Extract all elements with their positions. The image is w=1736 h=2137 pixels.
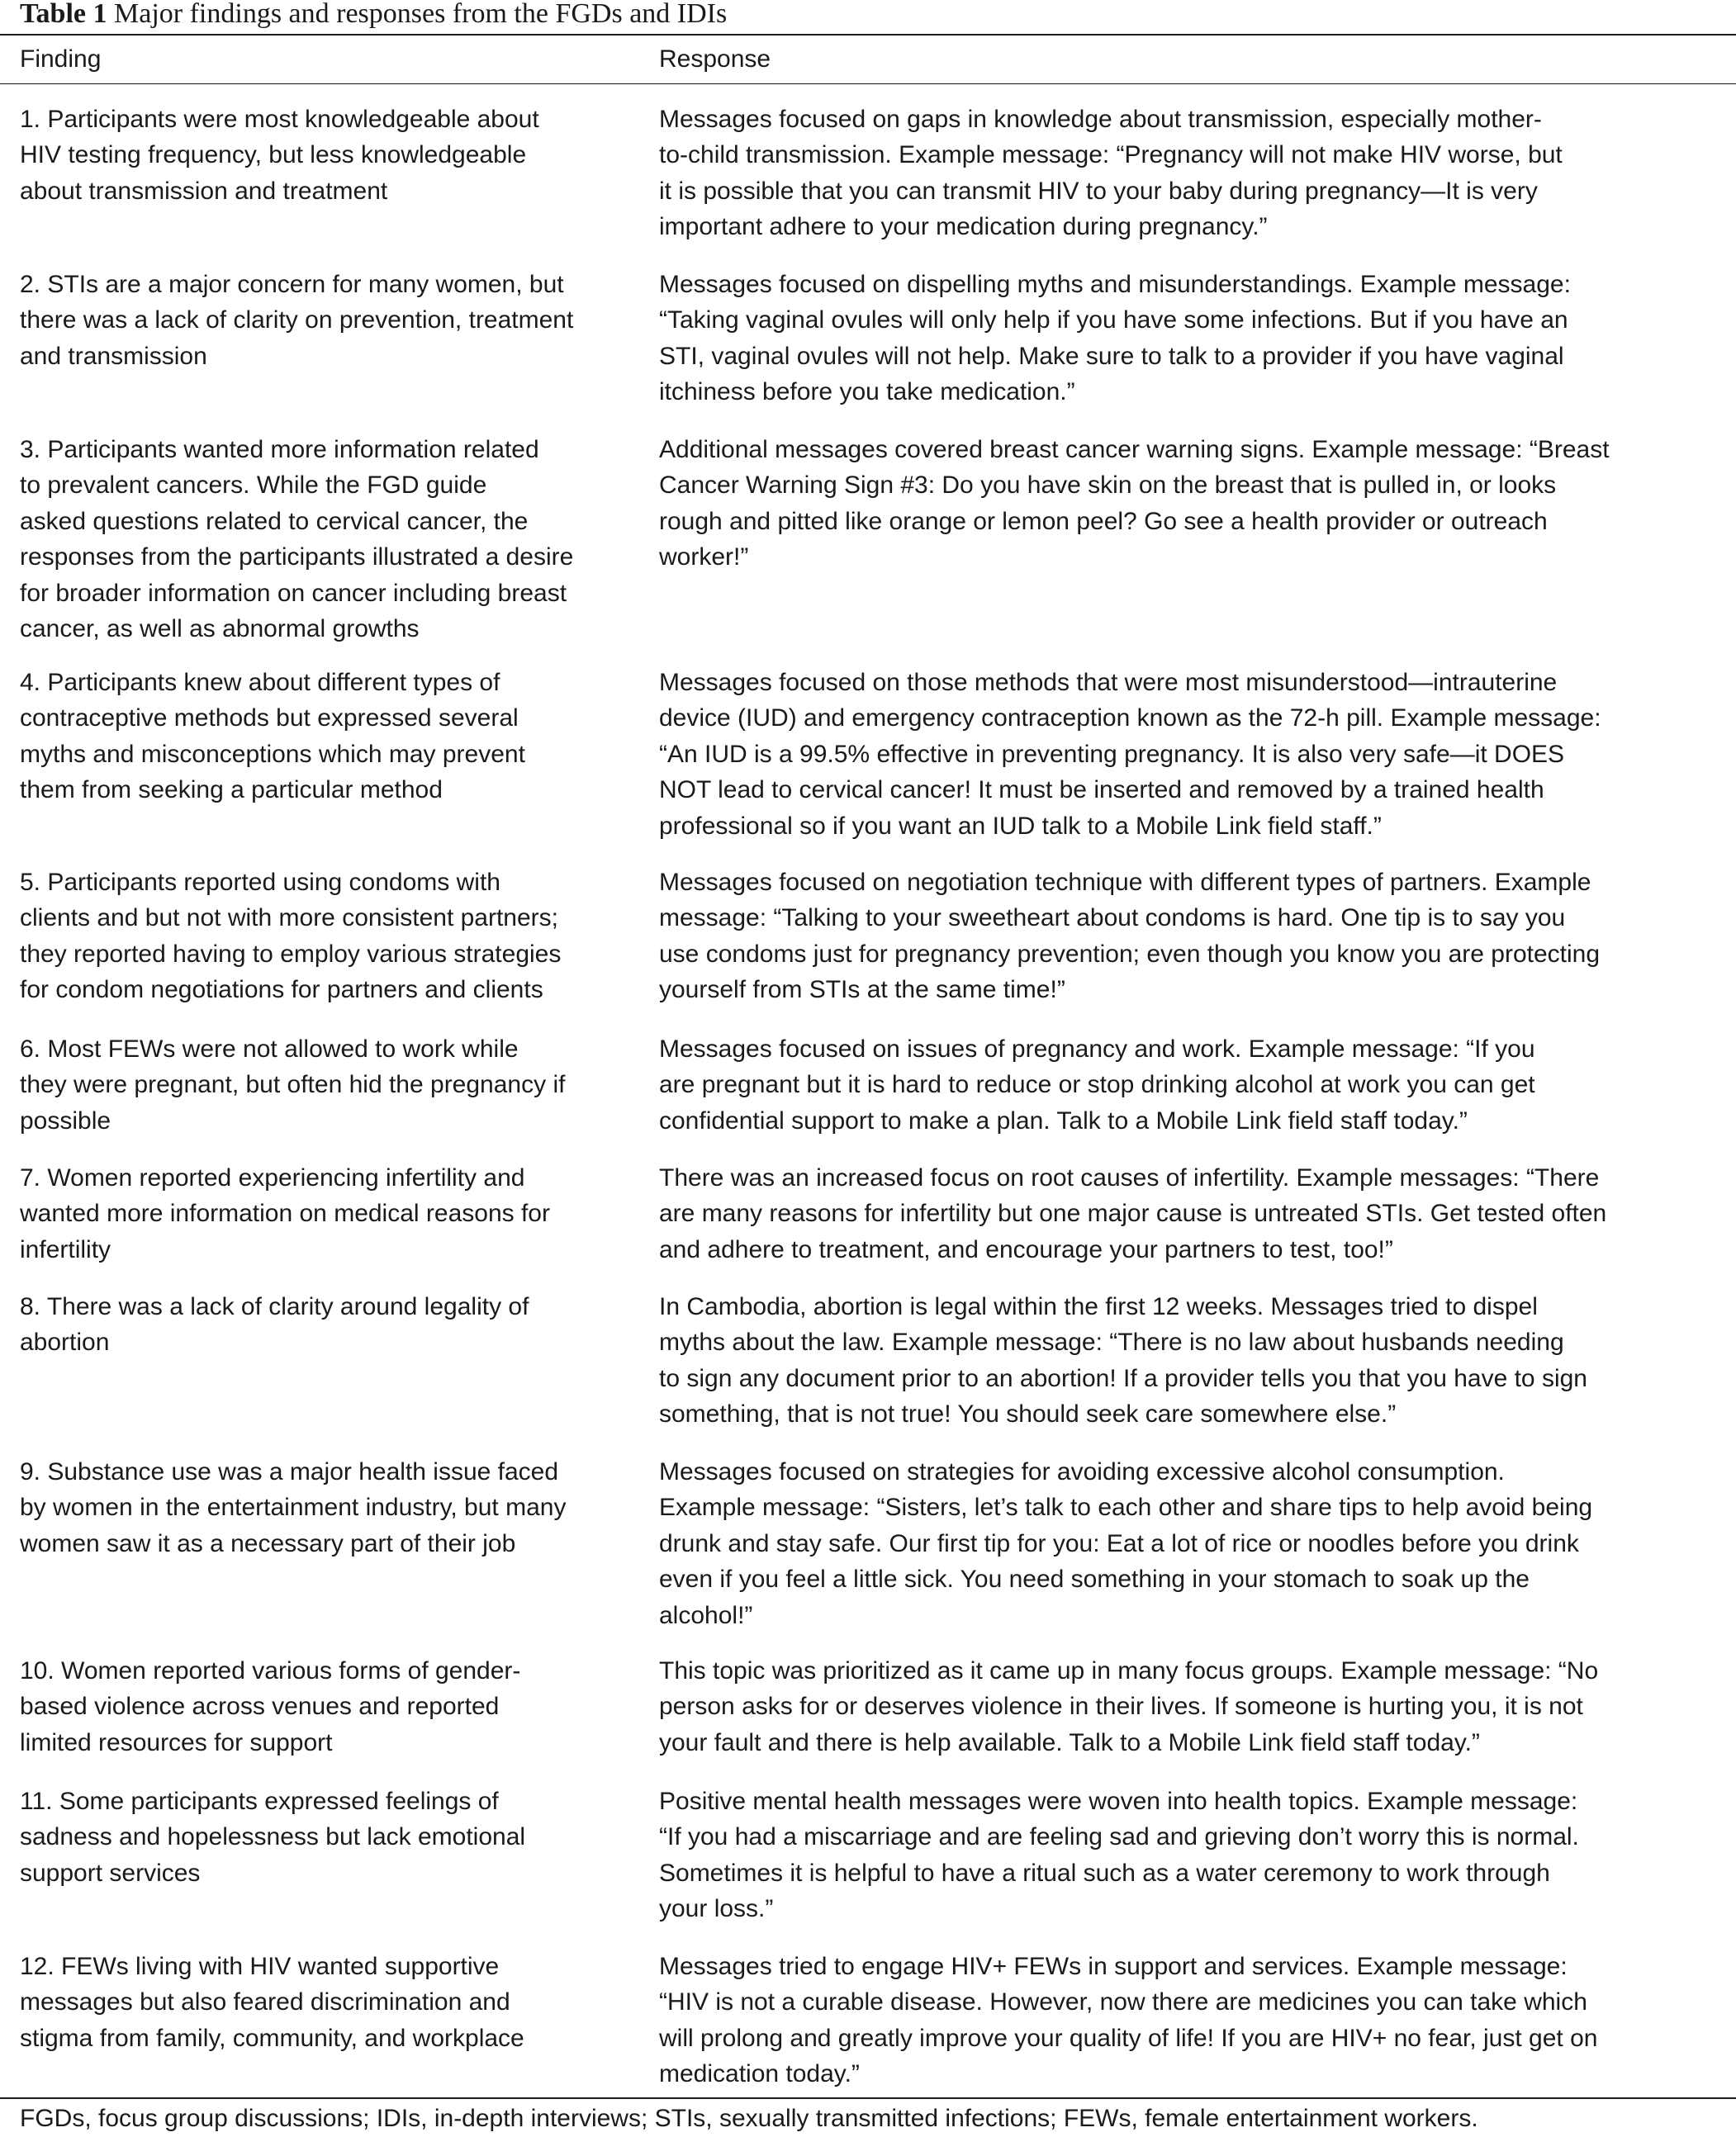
response-line: Messages focused on dispelling myths and misunderstandings. Example message: [659,271,1571,298]
response-line: Cancer Warning Sign #3: Do you have skin on the breast that is pulled in, or looks [659,471,1557,500]
finding-cell [20,1289,647,1361]
finding-line: for condom negotiations for partners and clients [20,976,543,1004]
finding-line: sadness and hopelessness but lack emotional [20,1823,526,1851]
response-line: In Cambodia, abortion is legal within the first 12 weeks. Messages tried to dispel [659,1293,1538,1320]
finding-line: HIV testing frequency, but less knowledgeable [20,141,527,169]
response-line: Messages tried to engage HIV+ FEWs in support and services. Example message: [659,1953,1568,1980]
response-line: message: “Talking to your sweetheart about condoms is hard. One tip is to say you [659,904,1566,932]
finding-line: they were pregnant, but often hid the pregnancy if [20,1071,566,1099]
finding-line: women saw it as a necessary part of their job [20,1529,516,1557]
response-line: professional so if you want an IUD talk to a Mobile Link field staff.” [659,812,1382,840]
column-header-response: Response [659,45,771,73]
finding-line: asked questions related to cervical cancer, the [20,507,529,535]
finding-line: stigma from family, community, and workplace [20,2024,524,2052]
finding-cell [20,1784,647,1891]
response-cell [659,1031,1724,1139]
response-cell [659,102,1724,245]
column-header-finding: Finding [20,45,102,73]
response-line: Messages focused on issues of pregnancy and work. Example message: “If you [659,1035,1535,1063]
finding-line: 11. Some participants expressed feelings of [20,1788,499,1815]
finding-line: 5. Participants reported using condoms with [20,869,500,896]
response-line: confidential support to make a plan. Talk to a Mobile Link field staff today.” [659,1106,1468,1135]
finding-line: 1. Participants were most knowledgeable about [20,106,539,133]
finding-cell [20,665,647,808]
response-line: medication today.” [659,2060,860,2088]
response-line: alcohol!” [659,1601,753,1629]
response-cell [659,1653,1724,1760]
finding-line: infertility [20,1235,111,1263]
finding-line: 12. FEWs living with HIV wanted supportive [20,1953,500,1980]
response-line: something, that is not true! You should seek care somewhere else.” [659,1400,1397,1429]
response-line: “Taking vaginal ovules will only help if you have some infections. But if you have an [659,306,1568,334]
finding-line: possible [20,1106,111,1135]
table-caption [20,0,727,33]
table-label: Table 1 [20,0,107,29]
response-line: drunk and stay safe. Our first tip for you: Eat a lot of rice or noodles before you drink [659,1529,1579,1557]
finding-line: abortion [20,1329,110,1357]
finding-line: they reported having to employ various strategies [20,940,562,968]
response-line: “If you had a miscarriage and are feeling sad and grieving don’t worry this is normal. [659,1823,1579,1851]
finding-line: limited resources for support [20,1728,333,1756]
response-line: rough and pitted like orange or lemon peel? Go see a health provider or outreach [659,507,1548,535]
finding-line: 10. Women reported various forms of gender- [20,1657,521,1684]
finding-line: wanted more information on medical reasons for [20,1200,550,1228]
finding-line: 4. Participants knew about different types of [20,669,500,696]
table-footnote: FGDs, focus group discussions; IDIs, in-depth interviews; STIs, sexually transmitted infections; FEWs, female entertainment workers. [20,2105,1478,2132]
finding-line: clients and but not with more consistent partners; [20,904,559,932]
finding-line: responses from the participants illustrated a desire [20,543,574,571]
response-cell [659,665,1724,844]
response-cell [659,865,1724,1008]
response-line: person asks for or deserves violence in their lives. If someone is hurting you, it is not [659,1693,1583,1721]
response-line: Messages focused on negotiation technique with different types of partners. Example [659,869,1591,896]
finding-cell [20,1653,647,1760]
response-line: This topic was prioritized as it came up in many focus groups. Example message: “No [659,1657,1599,1684]
response-line: your fault and there is help available. Talk to a Mobile Link field staff today.” [659,1728,1480,1756]
top-rule [0,34,1736,36]
response-line: to-child transmission. Example message: “Pregnancy will not make HIV worse, but [659,141,1563,169]
response-line: to sign any document prior to an abortion! If a provider tells you that you have to sign [659,1364,1587,1392]
response-line: device (IUD) and emergency contraception known as the 72-h pill. Example message: [659,704,1601,732]
response-line: important adhere to your medication during pregnancy.” [659,213,1268,241]
response-line: STI, vaginal ovules will not help. Make sure to talk to a provider if you have vaginal [659,342,1564,370]
response-cell [659,1949,1724,2092]
finding-cell [20,865,647,1008]
finding-line: myths and misconceptions which may prevent [20,740,525,768]
response-line: Messages focused on strategies for avoiding excessive alcohol consumption. [659,1458,1505,1485]
response-line: “HIV is not a curable disease. However, now there are medicines you can take which [659,1988,1587,2016]
table-title: Major findings and responses from the FGDs and IDIs [114,0,728,29]
response-line: There was an increased focus on root causes of infertility. Example messages: “There [659,1164,1600,1192]
response-line: are many reasons for infertility but one major cause is untreated STIs. Get tested often [659,1200,1607,1228]
bottom-rule [0,2097,1736,2099]
response-cell [659,1784,1724,1927]
response-line: your loss.” [659,1895,774,1923]
header-rule [0,83,1736,84]
finding-line: based violence across venues and reported [20,1693,500,1721]
finding-line: about transmission and treatment [20,177,388,205]
finding-line: for broader information on cancer including breast [20,579,567,607]
response-line: use condoms just for pregnancy prevention; even though you know you are protecting [659,940,1601,968]
finding-line: to prevalent cancers. While the FGD guide [20,471,487,500]
response-line: itchiness before you take medication.” [659,378,1075,406]
response-cell [659,432,1724,576]
finding-line: 6. Most FEWs were not allowed to work while [20,1035,519,1063]
finding-line: 7. Women reported experiencing infertility and [20,1164,525,1192]
finding-line: by women in the entertainment industry, but many [20,1494,567,1522]
response-line: even if you feel a little sick. You need something in your stomach to soak up the [659,1566,1530,1594]
finding-cell [20,267,647,374]
response-cell [659,1160,1724,1268]
response-line: are pregnant but it is hard to reduce or stop drinking alcohol at work you can get [659,1071,1535,1099]
response-line: worker!” [659,543,749,571]
response-cell [659,267,1724,410]
finding-cell [20,1031,647,1139]
finding-line: support services [20,1859,201,1887]
response-line: yourself from STIs at the same time!” [659,976,1065,1004]
finding-line: 8. There was a lack of clarity around legality of [20,1293,529,1320]
response-line: Positive mental health messages were woven into health topics. Example message: [659,1788,1578,1815]
finding-line: 2. STIs are a major concern for many women, but [20,271,564,298]
finding-line: them from seeking a particular method [20,776,443,804]
response-cell [659,1454,1724,1633]
response-line: NOT lead to cervical cancer! It must be inserted and removed by a trained health [659,776,1544,804]
response-line: Example message: “Sisters, let’s talk to each other and share tips to help avoid being [659,1494,1593,1522]
finding-line: cancer, as well as abnormal growths [20,615,420,643]
response-line: will prolong and greatly improve your quality of life! If you are HIV+ no fear, just get on [659,2024,1598,2052]
finding-cell [20,102,647,209]
response-line: myths about the law. Example message: “There is no law about husbands needing [659,1329,1564,1357]
finding-line: 9. Substance use was a major health issue faced [20,1458,559,1485]
response-line: and adhere to treatment, and encourage your partners to test, too!” [659,1235,1393,1263]
response-line: Additional messages covered breast cancer warning signs. Example message: “Breast [659,436,1610,463]
finding-cell [20,432,647,647]
finding-line: messages but also feared discrimination and [20,1988,510,2016]
response-cell [659,1289,1724,1433]
finding-cell [20,1160,647,1268]
finding-cell [20,1454,647,1561]
response-line: “An IUD is a 99.5% effective in preventing pregnancy. It is also very safe—it DOES [659,740,1565,768]
response-line: Messages focused on those methods that were most misunderstood—intrauterine [659,669,1558,696]
response-line: Messages focused on gaps in knowledge about transmission, especially mother- [659,106,1542,133]
table-header-row [0,36,1736,84]
finding-line: contraceptive methods but expressed several [20,704,519,732]
finding-line: and transmission [20,342,207,370]
response-line: Sometimes it is helpful to have a ritual such as a water ceremony to work through [659,1859,1550,1887]
finding-line: there was a lack of clarity on prevention, treatment [20,306,574,334]
finding-cell [20,1949,647,2056]
response-line: it is possible that you can transmit HIV to your baby during pregnancy—It is very [659,177,1538,205]
finding-line: 3. Participants wanted more information related [20,436,539,463]
